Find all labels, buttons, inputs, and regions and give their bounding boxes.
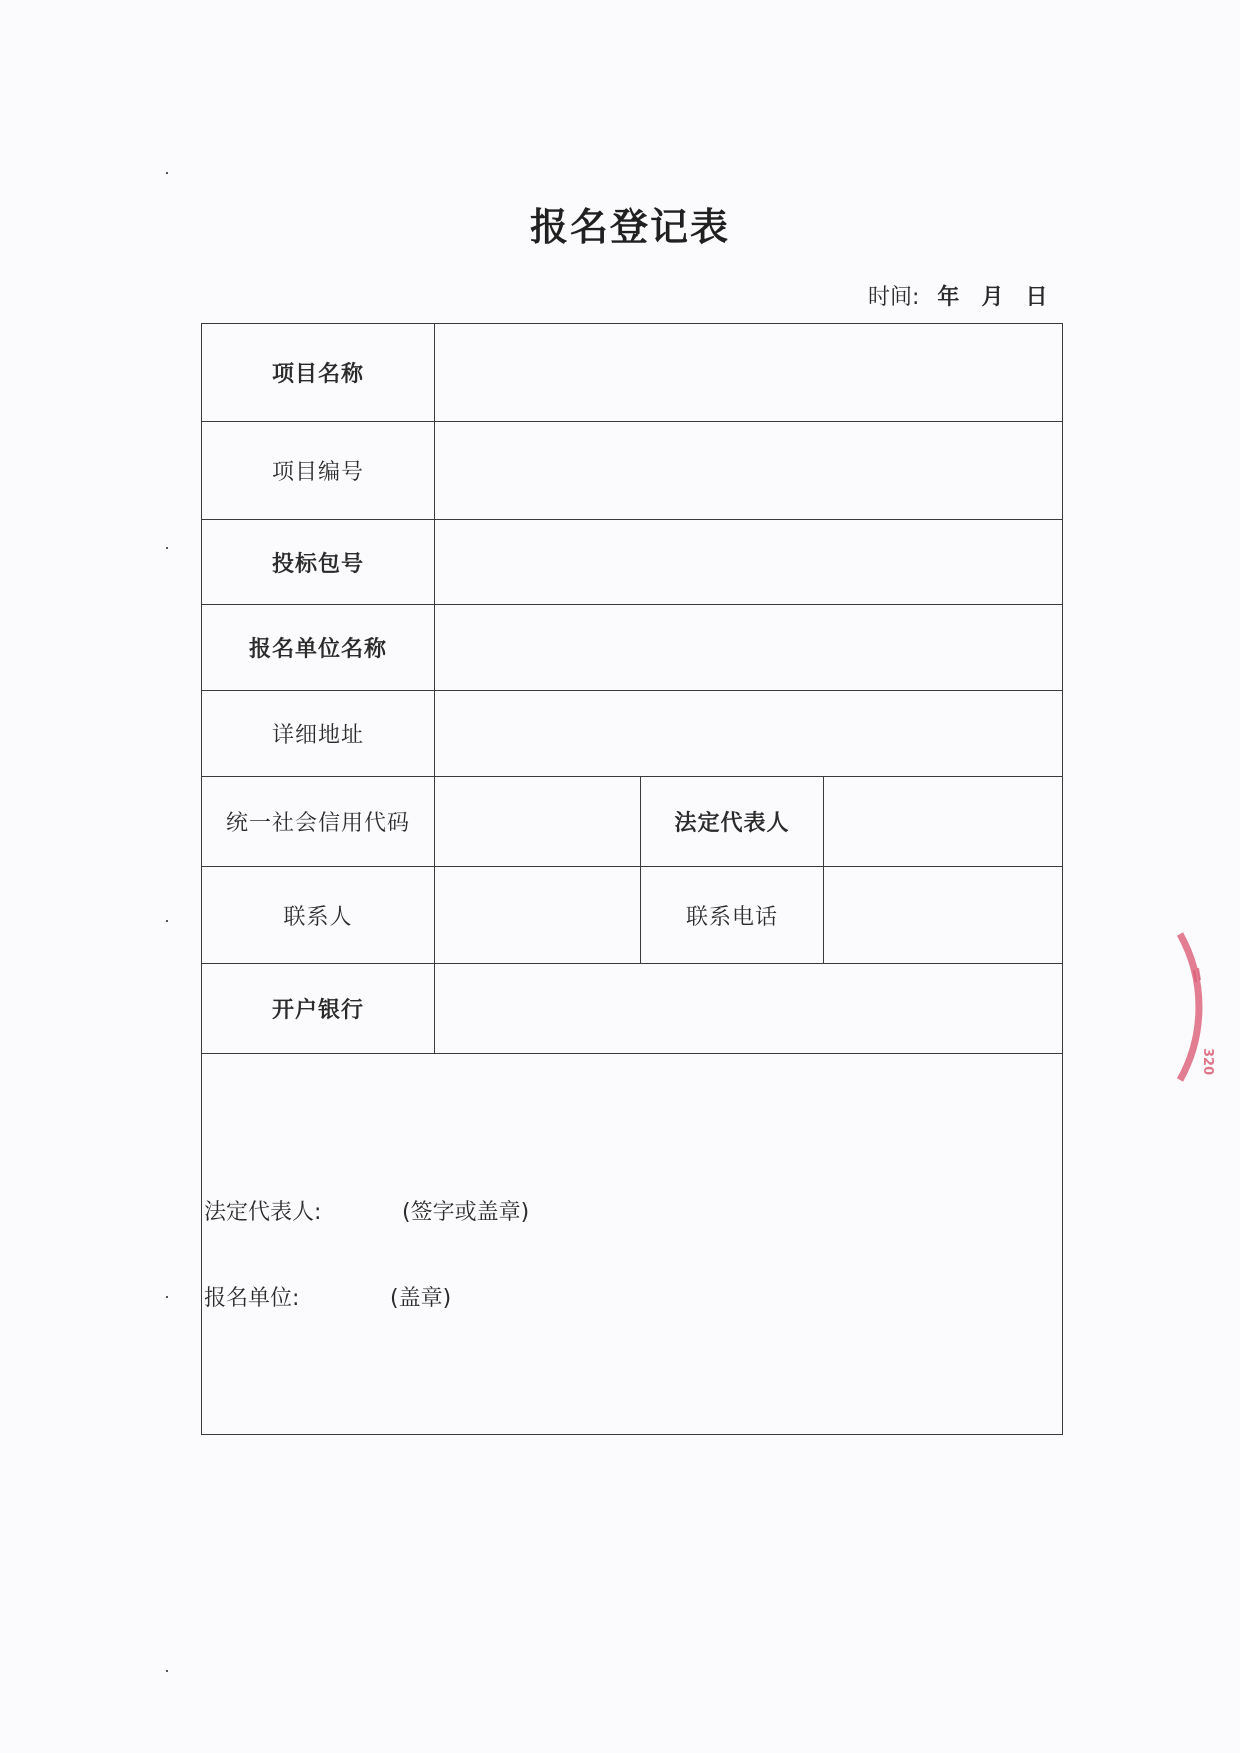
registration-table [201,323,1063,1435]
project-name-field[interactable] [435,324,1063,422]
table-row [202,520,1063,605]
bid-package-label: 投标包号 [202,520,435,605]
unit-name-label: 报名单位名称 [202,605,435,691]
unit-name-field[interactable] [435,605,1063,691]
table-row [202,777,1063,867]
date-label: 时间: [868,285,920,310]
table-row [202,605,1063,691]
legal-rep-field[interactable] [824,777,1063,867]
contact-field[interactable] [435,867,641,964]
date-year: 年 [937,285,960,310]
signature-area[interactable] [202,1054,1063,1435]
table-row [202,867,1063,964]
contact-phone-field[interactable] [824,867,1063,964]
bid-package-field[interactable] [435,520,1063,605]
scan-dot [166,172,168,174]
contact-label: 联系人 [202,867,435,964]
table-row [202,422,1063,520]
table-row [202,691,1063,777]
credit-code-field[interactable] [435,777,641,867]
bank-label: 开户银行 [202,964,435,1054]
address-label: 详细地址 [202,691,435,777]
scan-dot [166,1296,168,1298]
bank-field[interactable] [435,964,1063,1054]
legal-rep-signature-label: 法定代表人: [204,1200,322,1225]
scan-dot [166,547,168,549]
page-title: 报名登记表 [529,205,730,249]
date-line [868,280,1047,311]
table-row [202,1054,1063,1435]
seal-stamp-fragment [1172,930,1240,1085]
legal-rep-signature-hint: (签字或盖章) [402,1200,530,1225]
unit-seal-hint: (盖章) [390,1286,452,1311]
date-day: 日 [1025,285,1048,310]
legal-rep-label: 法定代表人 [641,777,824,867]
project-number-label: 项目编号 [202,422,435,520]
project-number-field[interactable] [435,422,1063,520]
credit-code-label: 统一社会信用代码 [202,777,435,867]
date-month: 月 [981,285,1004,310]
unit-seal-line [204,1281,452,1312]
seal-fragment-text: 320 [1200,1048,1215,1076]
project-name-label: 项目名称 [202,324,435,422]
table-row [202,324,1063,422]
contact-phone-label: 联系电话 [641,867,824,964]
legal-rep-signature-line [204,1195,530,1226]
address-field[interactable] [435,691,1063,777]
unit-seal-label: 报名单位: [204,1286,300,1311]
scan-dot [166,920,168,922]
scan-dot [166,1670,168,1672]
table-row [202,964,1063,1054]
